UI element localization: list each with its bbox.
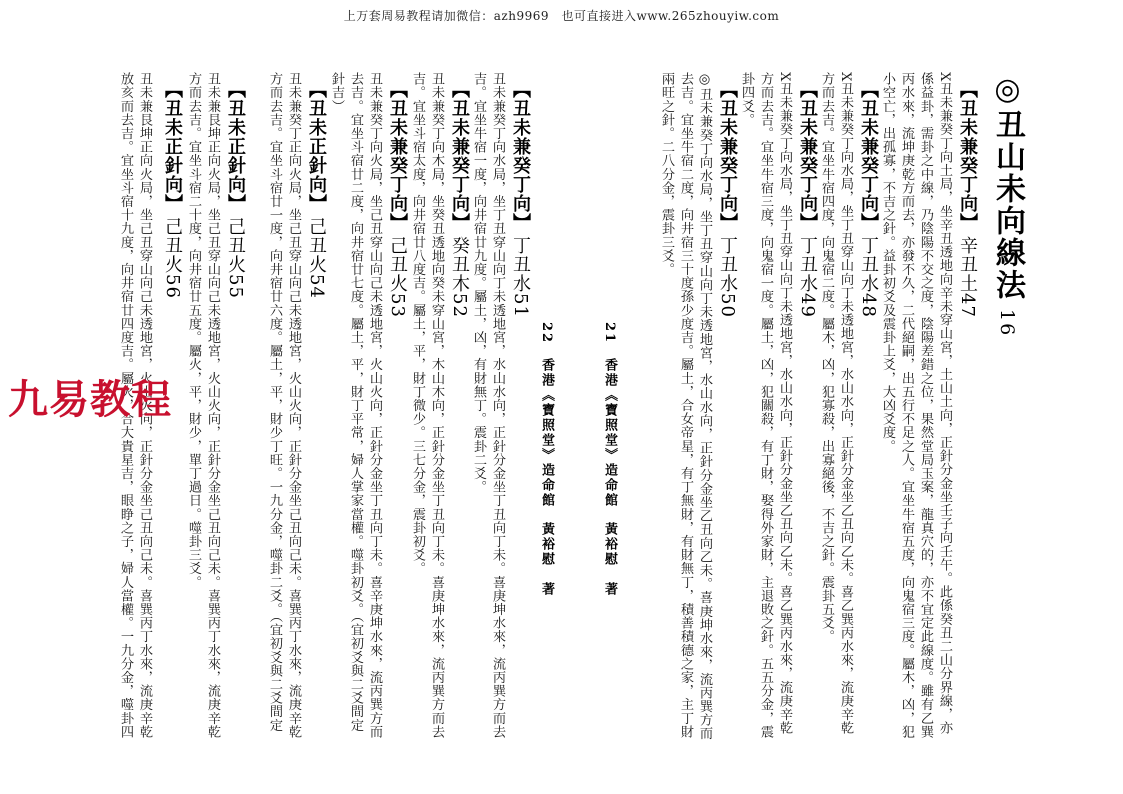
section-heading-52: 【丑未兼癸丁向】癸丑木52 <box>449 80 470 318</box>
section-47-line-3: 丙水來，流坤庚乾方而去，亦發不久，二代絕嗣，出五行不足之人。宜坐牛宿五度，向鬼宿三度。屬木，凶，犯 <box>899 72 914 739</box>
footer-publisher: 香港《寶照堂》造命館 <box>539 358 554 509</box>
section-53-line-3: 針吉） <box>329 72 344 113</box>
section-heading-49: 【丑未兼癸丁向】丁丑水49 <box>797 80 818 318</box>
section-55-line-1: 丑未兼艮坤正向火局，坐己丑穿山向己未透地宮，火山火向，正針分金坐己丑向己未。喜巽丙丁水來，流庚辛乾 <box>205 72 220 739</box>
title-text: ◎丑山未向線法 <box>990 72 1025 301</box>
section-54-line-1: 丑未兼癸丁正向火局，坐己丑穿山向己未透地宮，火山火向，正針分金坐己丑向己未。喜巽丙丁水來，流庚辛乾 <box>286 72 301 739</box>
section-52-line-2: 吉。宜坐斗宿太度，向井宿廿八度吉。屬土，平，財丁微少。三七分金，震卦初爻。 <box>410 72 425 576</box>
section-53-line-2: 去吉。宜坐斗宿廿二度，向井宿廿七度。屬土，平，財丁平常，婦人掌家當權。噬卦初爻。（宜初爻與二爻間定 <box>348 72 363 732</box>
section-47-line-2: 係益卦，需卦之中線，乃陰陽不交之度，陰陽差錯之位，果然堂局玉案，龍真穴的，亦不宜定此線度。雖有乙巽 <box>918 72 933 739</box>
section-53-line-1: 丑未兼癸丁向火局，坐己丑穿山向己未透地宮，火山火向，正針分金坐丁丑向丁未。喜辛庚坤水來，流丙巽方而 <box>367 72 382 739</box>
section-51-line-1: 丑未兼癸丁向水局，坐丁丑穿山向丁未透地宮，水山水向，正針分金坐丁丑向丁未。喜庚坤水來，流丙巽方而去 <box>490 72 505 739</box>
section-56-line-2: 放亥而去吉。宜坐斗宿十九度，向井宿廿四度吉。屬火，合大貴星吉，眼睁之子，婦人當權。一九分金，噬卦四 <box>118 72 133 739</box>
section-heading-53: 【丑未兼癸丁向】己丑火53 <box>387 80 408 318</box>
section-50-line-2: 去吉。宜坐牛宿二度，向井宿三十度孫少度吉。屬土，合女帝星，有丁無財，有財無丁，積善積德之家，主丁財 <box>678 72 693 739</box>
page-number: 16 <box>996 309 1018 338</box>
footer-page-21 <box>600 322 619 597</box>
section-heading-48: 【丑未兼癸丁向】丁丑水48 <box>858 80 879 318</box>
section-51-line-2: 吉。宜坐牛宿一度，向井宿廿九度。屬土，凶，有財無丁。震卦二爻。 <box>471 72 486 494</box>
section-48-line-2: 方而去吉。宜坐牛宿四度，向鬼宿二度。屬木，凶，犯寡殺，出寡絕後，不吉之針。震卦五爻。 <box>819 72 834 644</box>
section-heading-51: 【丑未兼癸丁向】丁丑水51 <box>510 80 531 318</box>
section-49-line-1: X丑未兼癸丁向水局，坐丁丑穿山向丁未透地宮，水山水向，正針分金坐乙丑向乙未。喜乙巽丙水來，流庚辛乾 <box>777 72 792 735</box>
page-title <box>985 72 1029 337</box>
footer-number: 22 <box>539 322 554 345</box>
section-49-line-3: 卦四爻。 <box>739 72 754 127</box>
section-54-line-2: 方而去吉。宜坐斗宿廿一度，向井宿廿六度。屬土，平，財少丁旺。一九分金，噬卦二爻。（宜初爻與二爻間定 <box>267 72 282 732</box>
page-header-banner: 上万套周易教程请加微信：azh9969 也可直接进入www.265zhouyiw.com <box>343 9 780 23</box>
footer-page-22 <box>537 322 556 597</box>
section-48-line-1: X丑未兼癸丁向水局，坐丁丑穿山向丁未透地宮，水山水向，正針分金坐乙丑向乙未。喜乙巽丙水來，流庚辛乾 <box>838 72 853 735</box>
section-heading-47: 【丑未兼癸丁向】辛丑土47 <box>957 80 978 318</box>
footer-author: 黃裕慰 著 <box>539 522 554 598</box>
section-heading-54: 【丑未正針向】己丑火54 <box>306 80 327 299</box>
section-56-line-1: 丑未兼艮坤正向火局，坐己丑穿山向己未透地宮，火山火向，正針分金坐己丑向己未。喜巽丙丁水來，流庚辛乾 <box>137 72 152 739</box>
section-52-line-1: 丑未兼癸丁向木局，坐癸丑透地向癸未穿山宮，木山木向，正針分金坐丁丑向丁未。喜庚坤水來，流丙巽方而去 <box>429 72 444 739</box>
section-55-line-2: 方而去吉。宜坐斗宿二十度，向井宿廿五度。屬火，平，財少，單丁過日。噬卦三爻。 <box>186 72 201 589</box>
section-47-line-4: 小空亡，出孤寡，不吉之針。益卦初爻及震卦上爻，大凶爻度。 <box>880 72 895 453</box>
footer-author: 黃裕慰 著 <box>602 522 617 598</box>
section-heading-50: 【丑未兼癸丁向】丁丑水50 <box>717 80 738 318</box>
watermark-logo: 九易教程 <box>8 377 172 423</box>
section-47-line-1: X丑未兼癸丁向土局，坐辛丑透地向辛未穿山宮，土山土向，正針分金坐壬子向壬午。此係癸丑二山分界線，亦 <box>937 72 952 735</box>
section-50-line-1: ◎丑未兼癸丁向水局，坐丁丑穿山向丁未透地宮，水山水向，正針分金坐乙丑向乙未。喜庚坤水來，流丙巽方而 <box>697 72 712 741</box>
footer-number: 21 <box>602 322 617 345</box>
section-50-line-3: 兩旺之針。二八分金，震卦三爻。 <box>659 72 674 276</box>
footer-publisher: 香港《寶照堂》造命館 <box>602 358 617 509</box>
section-heading-56: 【丑未正針向】己丑火56 <box>162 80 183 299</box>
section-49-line-2: 方而去吉。宜坐牛宿三度，向鬼宿一度。屬土，凶，犯關殺，有丁財，娶得外家財，主退敗之針。五五分金，震 <box>758 72 773 739</box>
section-heading-55: 【丑未正針向】己丑火55 <box>225 80 246 299</box>
